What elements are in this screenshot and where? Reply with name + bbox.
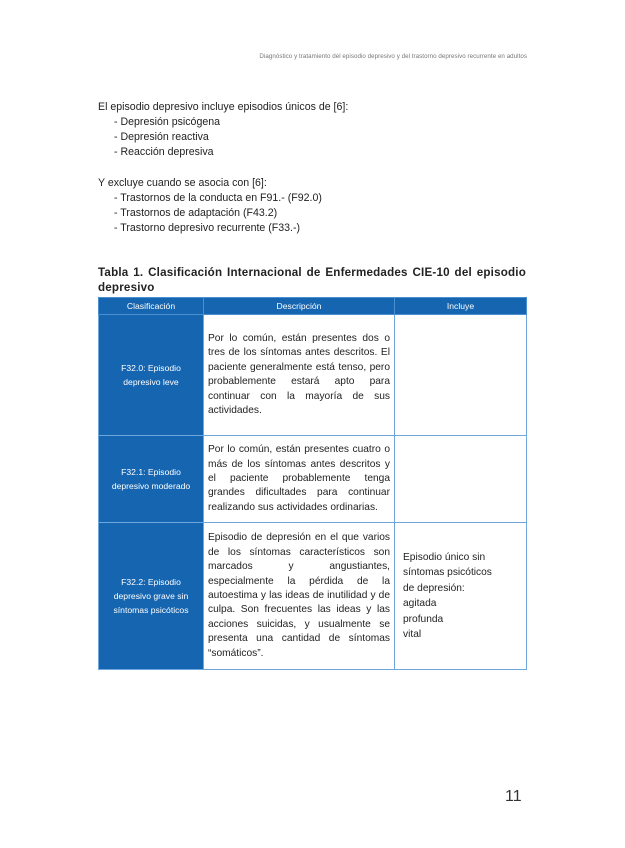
list-item: - Trastorno depresivo recurrente (F33.-) [114, 221, 526, 236]
includes-cell [395, 523, 527, 670]
description-cell: Por lo común, están presentes dos o tres de los síntomas antes descritos. El paciente generalmente está tenso, pero probablemente estará apto para continuar con la mayoría de sus actividades. [204, 315, 395, 436]
page-content [98, 100, 526, 670]
table-caption: Tabla 1. Clasificación Internacional de Enfermedades CIE-10 del episodio depresivo [98, 266, 526, 294]
page-number: 11 [505, 788, 522, 805]
header-includes: Incluye [395, 298, 527, 315]
list-item: - Depresión reactiva [114, 130, 526, 145]
list-item: - Trastornos de la conducta en F91.- (F92.0) [114, 191, 526, 206]
table-header-row [99, 298, 527, 315]
list-item: - Depresión psicógena [114, 115, 526, 130]
excludes-list [114, 191, 526, 237]
running-header: Diagnóstico y tratamiento del episodio depresivo y del trastorno depresivo recurrente en adultos [259, 53, 527, 60]
description-cell: Por lo común, están presentes cuatro o más de los síntomas antes descritos y el paciente probablemente tenga grandes dificultades para continuar realizando sus actividades ordinarias. [204, 436, 395, 523]
list-item: - Trastornos de adaptación (F43.2) [114, 206, 526, 221]
table-row [99, 436, 527, 523]
includes-line: de depresión: [403, 582, 465, 594]
includes-line: agitada [403, 598, 437, 610]
list-item: - Reacción depresiva [114, 145, 526, 160]
header-description: Descripción [204, 298, 395, 315]
table-row [99, 523, 527, 670]
classification-cell: F32.1: Episodio depresivo moderado [99, 436, 204, 523]
classification-cell: F32.0: Episodio depresivo leve [99, 315, 204, 436]
includes-line: Episodio único sin [403, 551, 486, 563]
cie10-table [98, 297, 527, 670]
description-cell: Episodio de depresión en el que varios de los síntomas característicos son marcados y angustiantes, especialmente la pérdida de la autoestima y las ideas de inutilidad y de culpa. Son frecuentes las ideas y las acciones suicidas, y usualmente se presenta una cantidad de síntomas “somáticos”. [204, 523, 395, 670]
classification-cell: F32.2: Episodio depresivo grave sin síntomas psicóticos [99, 523, 204, 670]
includes-line: vital [403, 629, 422, 641]
includes-intro: El episodio depresivo incluye episodios únicos de [6]: [98, 101, 349, 113]
excludes-intro: Y excluye cuando se asocia con [6]: [98, 176, 267, 189]
table-row [99, 315, 527, 436]
includes-line: profunda [403, 613, 444, 625]
includes-line: síntomas psicóticos [403, 567, 492, 579]
includes-list [114, 115, 526, 161]
header-classification: Clasificación [99, 298, 204, 315]
includes-cell [395, 436, 527, 523]
includes-cell [395, 315, 527, 436]
